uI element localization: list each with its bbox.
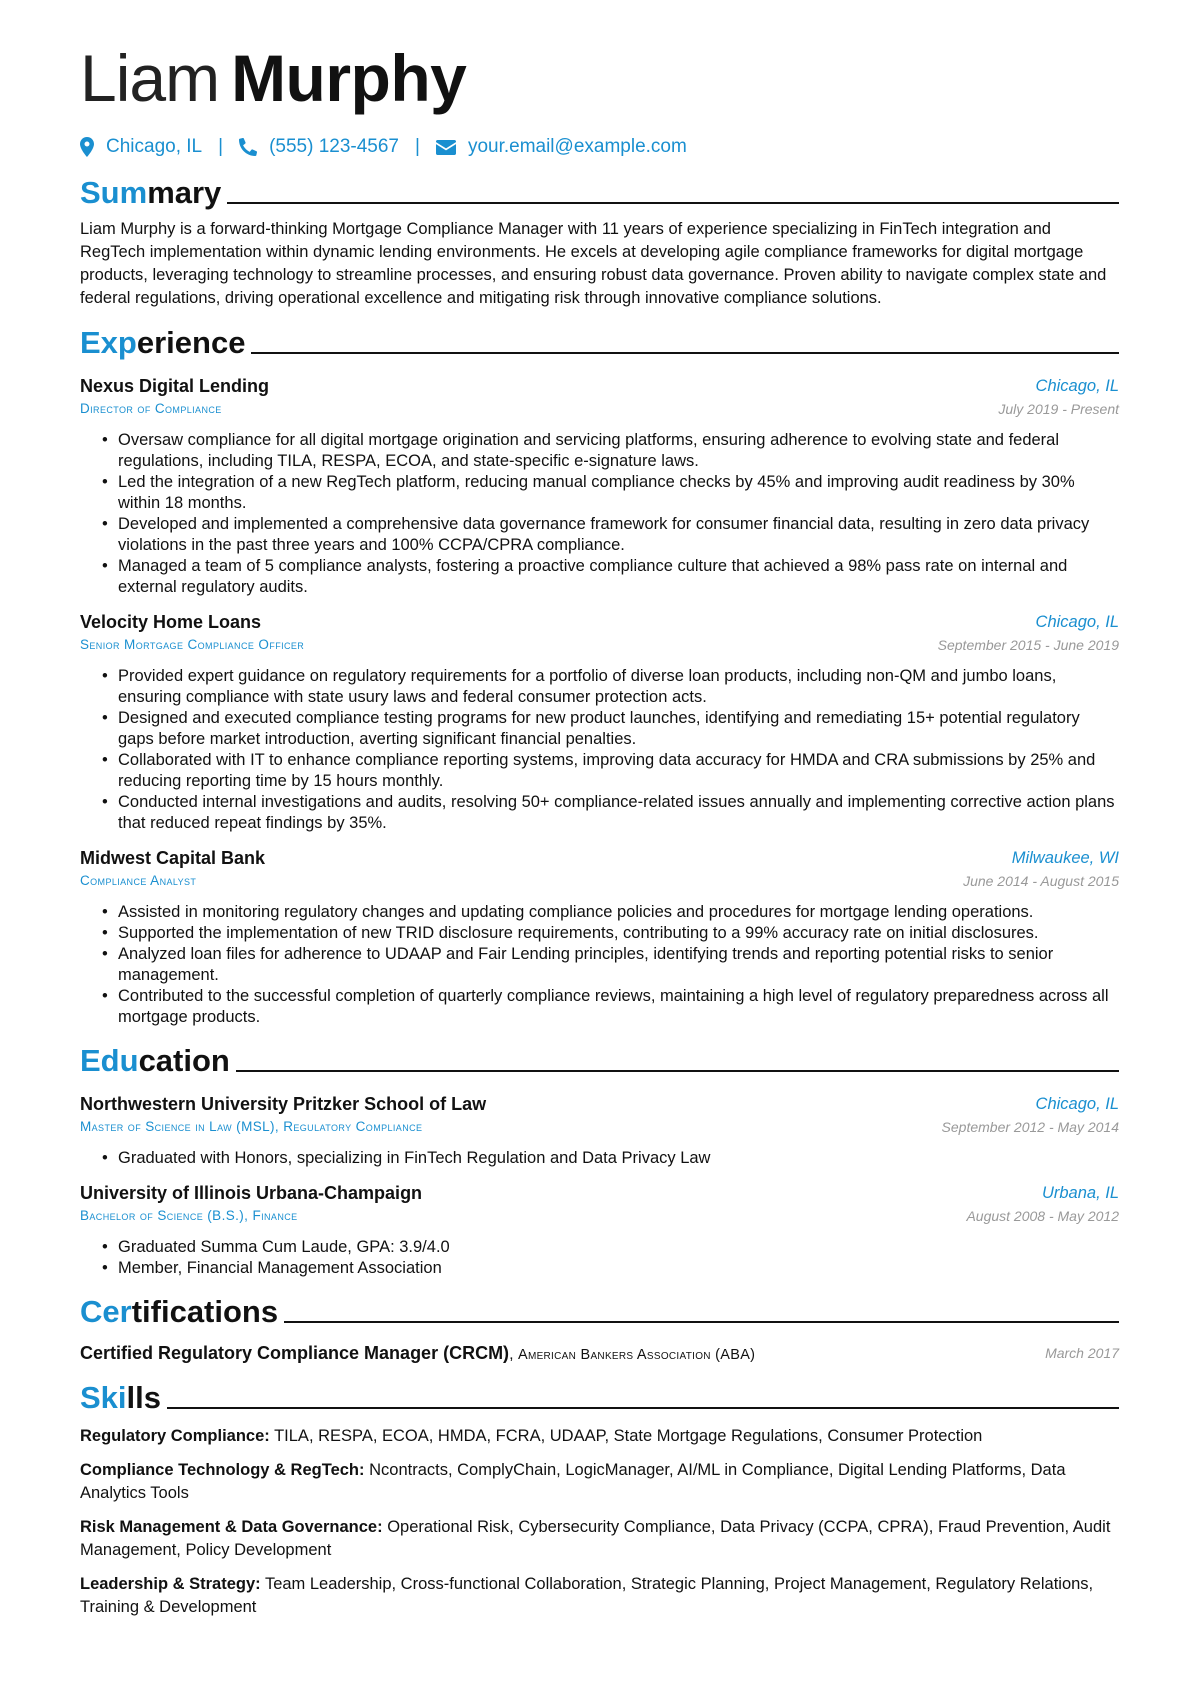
skill-value: Operational Risk, Cybersecurity Compliance, Data Privacy (CCPA, CPRA), Fraud Prevention, Audit Management, Policy Development xyxy=(80,1518,1111,1559)
experience-entry xyxy=(80,374,1119,598)
education-entry xyxy=(80,1092,1119,1169)
bullet-list xyxy=(80,430,1119,598)
entry-location: Chicago, IL xyxy=(1035,377,1119,395)
entry-location: Chicago, IL xyxy=(1035,613,1119,631)
section-title xyxy=(80,1379,161,1417)
certification-comma: , xyxy=(509,1346,514,1363)
skill-row xyxy=(80,1425,1119,1448)
skills-list xyxy=(80,1425,1119,1619)
entry-location: Urbana, IL xyxy=(1041,1184,1119,1202)
bullet-list xyxy=(80,1237,1119,1279)
bullet-item: • Graduated Summa Cum Laude, GPA: 3.9/4.0 xyxy=(118,1237,1119,1258)
skill-row xyxy=(80,1459,1119,1505)
job-title: Senior Mortgage Compliance Officer xyxy=(80,637,305,652)
envelope-icon xyxy=(436,140,456,155)
section-title xyxy=(80,1042,230,1080)
title-rest: tifications xyxy=(131,1294,279,1329)
bullet-list xyxy=(80,902,1119,1028)
section-title xyxy=(80,324,245,362)
experience-header xyxy=(80,324,1119,362)
bullet-item: • Designed and executed compliance testing programs for new product launches, identifying and remediating 15+ potential regulatory gaps before market introduction, averting significant financial penalties. xyxy=(118,708,1119,750)
skill-label: Risk Management & Data Governance: xyxy=(80,1518,383,1536)
title-rest: mary xyxy=(147,175,222,210)
candidate-name xyxy=(80,38,1119,118)
job-title: Compliance Analyst xyxy=(80,873,197,888)
certification-entry xyxy=(80,1341,1119,1365)
bullet-item: • Assisted in monitoring regulatory changes and updating compliance policies and procedures for mortgage lending operations. xyxy=(118,902,1119,923)
bullet-item: • Analyzed loan files for adherence to UDAAP and Fair Lending principles, identifying trends and reporting potential risks to senior management. xyxy=(118,944,1119,986)
school: University of Illinois Urbana-Champaign xyxy=(80,1183,423,1203)
contact-separator: | xyxy=(218,136,224,157)
bullet-list xyxy=(80,1148,1119,1169)
last-name: Murphy xyxy=(231,41,467,115)
bullet-item: • Member, Financial Management Association xyxy=(118,1258,1119,1279)
education-header xyxy=(80,1042,1119,1080)
phone-item xyxy=(239,136,399,158)
job-title: Director of Compliance xyxy=(80,401,222,416)
email-item[interactable] xyxy=(436,136,687,158)
skill-value: Team Leadership, Cross-functional Collaboration, Strategic Planning, Project Management, Regulatory Relations, Training & Development xyxy=(80,1575,1094,1616)
skill-label: Regulatory Compliance: xyxy=(80,1427,270,1445)
skill-label: Leadership & Strategy: xyxy=(80,1575,261,1593)
email-link[interactable]: your.email@example.com xyxy=(467,136,687,157)
bullet-item: • Led the integration of a new RegTech platform, reducing manual compliance checks by 45% and improving audit readiness by 30% within 18 months. xyxy=(118,472,1119,514)
section-title xyxy=(80,174,221,212)
experience-entry xyxy=(80,610,1119,834)
title-accent: Ski xyxy=(80,1380,127,1415)
title-accent: Exp xyxy=(80,325,137,360)
section-rule xyxy=(167,1407,1119,1409)
experience-entry xyxy=(80,846,1119,1028)
school: Northwestern University Pritzker School of Law xyxy=(80,1094,487,1114)
certification-date: March 2017 xyxy=(1045,1345,1119,1361)
entry-location: Milwaukee, WI xyxy=(1011,849,1119,867)
bullet-item: • Supported the implementation of new TRID disclosure requirements, contributing to a 99% accuracy rate on initial disclosures. xyxy=(118,923,1119,944)
employer: Nexus Digital Lending xyxy=(80,376,270,396)
section-rule xyxy=(284,1321,1119,1323)
skill-row xyxy=(80,1573,1119,1619)
bullet-item: • Graduated with Honors, specializing in FinTech Regulation and Data Privacy Law xyxy=(118,1148,1119,1169)
summary-header xyxy=(80,174,1119,212)
section-rule xyxy=(236,1070,1119,1072)
certifications-header xyxy=(80,1293,1119,1331)
location-text: Chicago, IL xyxy=(106,136,203,157)
skills-header xyxy=(80,1379,1119,1417)
employer: Midwest Capital Bank xyxy=(80,848,266,868)
entry-location: Chicago, IL xyxy=(1035,1095,1119,1113)
bullet-item: • Developed and implemented a comprehensive data governance framework for consumer financial data, resulting in zero data privacy violations in the past three years and 100% CCPA/CPRA compliance. xyxy=(118,514,1119,556)
bullet-item: • Managed a team of 5 compliance analysts, fostering a proactive compliance culture that achieved a 98% pass rate on internal and external regulatory audits. xyxy=(118,556,1119,598)
section-title xyxy=(80,1293,278,1331)
title-accent: Cer xyxy=(80,1294,132,1329)
entry-dates: September 2012 - May 2014 xyxy=(941,1119,1119,1135)
degree: Master of Science in Law (MSL), Regulatory Compliance xyxy=(80,1119,423,1134)
location-item xyxy=(80,136,202,158)
employer: Velocity Home Loans xyxy=(80,612,262,632)
first-name: Liam xyxy=(80,41,220,115)
skill-value: TILA, RESPA, ECOA, HMDA, FCRA, UDAAP, State Mortgage Regulations, Consumer Protection xyxy=(274,1427,983,1445)
bullet-item: • Contributed to the successful completion of quarterly compliance reviews, maintaining a high level of regulatory preparedness across all mortgage products. xyxy=(118,986,1119,1028)
resume-content xyxy=(80,38,1119,1630)
summary-text: Liam Murphy is a forward-thinking Mortgage Compliance Manager with 11 years of experience specializing in FinTech integration and RegTech implementation within dynamic lending environments. He excels at developing agile compliance frameworks for digital mortgage products, leveraging technology to streamline processes, and ensuring robust data governance. Proven ability to navigate complex state and federal regulations, driving operational excellence and mitigating risk through innovative compliance solutions. xyxy=(80,220,1107,307)
phone-icon xyxy=(239,138,257,156)
title-rest: erience xyxy=(136,325,246,360)
certification-issuer: American Bankers Association (ABA) xyxy=(517,1347,756,1363)
bullet-item: • Conducted internal investigations and audits, resolving 50+ compliance-related issues annually and implementing corrective action plans that reduced repeat findings by 35%. xyxy=(118,792,1119,834)
title-rest: lls xyxy=(126,1380,161,1415)
bullet-item: • Oversaw compliance for all digital mortgage origination and servicing platforms, ensuring adherence to evolving state and federal regulations, including TILA, RESPA, ECOA, and state-specific e-signature laws. xyxy=(118,430,1119,472)
skill-value: Ncontracts, ComplyChain, LogicManager, AI/ML in Compliance, Digital Lending Platforms, Data Analytics Tools xyxy=(80,1461,1066,1502)
title-accent: Sum xyxy=(80,175,148,210)
entry-dates: August 2008 - May 2012 xyxy=(966,1208,1119,1224)
map-pin-icon xyxy=(80,137,94,157)
entry-dates: June 2014 - August 2015 xyxy=(963,873,1119,889)
section-rule xyxy=(251,352,1119,354)
title-accent: Edu xyxy=(80,1043,139,1078)
bullet-list xyxy=(80,666,1119,834)
phone-text: (555) 123-4567 xyxy=(269,136,399,157)
certification-name: Certified Regulatory Compliance Manager (CRCM) xyxy=(80,1343,510,1363)
degree: Bachelor of Science (B.S.), Finance xyxy=(80,1208,298,1223)
bullet-item: • Provided expert guidance on regulatory requirements for a portfolio of diverse loan products, including non-QM and jumbo loans, ensuring compliance with state usury laws and federal consumer protection acts. xyxy=(118,666,1119,708)
education-entry xyxy=(80,1181,1119,1279)
title-rest: cation xyxy=(138,1043,230,1078)
contact-line xyxy=(80,134,1119,160)
skill-label: Compliance Technology & RegTech: xyxy=(80,1461,365,1479)
bullet-item: • Collaborated with IT to enhance compliance reporting systems, improving data accuracy for HMDA and CRA submissions by 25% and reducing reporting time by 15 hours monthly. xyxy=(118,750,1119,792)
entry-dates: September 2015 - June 2019 xyxy=(937,637,1119,653)
entry-dates: July 2019 - Present xyxy=(998,401,1119,417)
section-rule xyxy=(227,202,1119,204)
skill-row xyxy=(80,1516,1119,1562)
contact-separator: | xyxy=(415,136,420,157)
